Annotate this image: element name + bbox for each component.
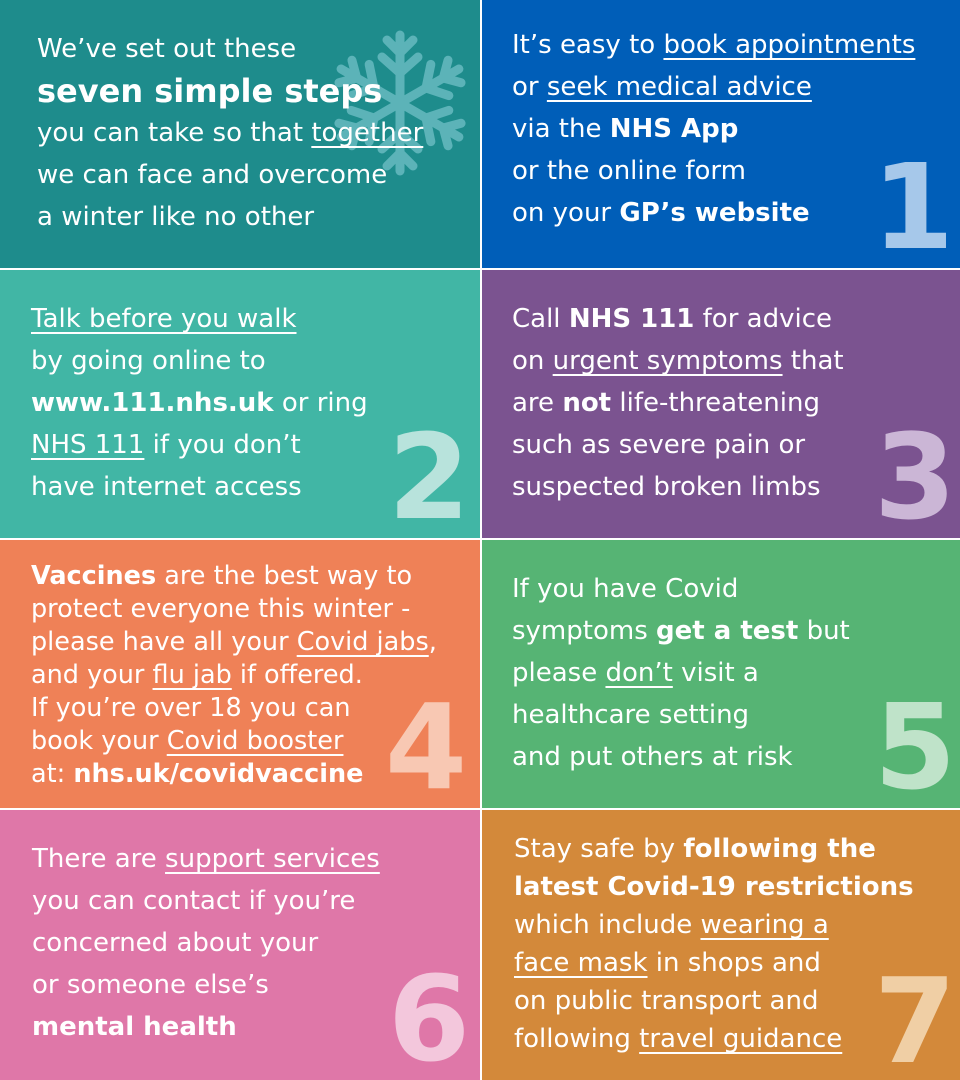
text: on xyxy=(512,346,553,376)
restrictions-text: latest Covid-19 restrictions xyxy=(514,872,914,902)
nhs-111-url: www.111.nhs.uk xyxy=(31,388,274,418)
text: such as severe pain or xyxy=(512,430,806,460)
text: suspected broken limbs xyxy=(512,472,821,502)
text: and your xyxy=(31,660,153,690)
gp-website-text: GP’s website xyxy=(619,198,810,228)
text: following xyxy=(514,1024,640,1054)
text: on your xyxy=(512,198,620,228)
dont-link[interactable]: don’t xyxy=(605,658,673,688)
text: are the best way to xyxy=(156,561,413,591)
covid-booster-link[interactable]: Covid booster xyxy=(166,726,344,756)
text: healthcare setting xyxy=(512,700,750,730)
text: which include xyxy=(514,910,701,940)
step-number: 2 xyxy=(388,408,471,538)
text: for advice xyxy=(694,304,833,334)
together-link: together xyxy=(311,118,424,148)
mental-health-text: mental health xyxy=(32,1012,237,1042)
get-a-test-text: get a test xyxy=(656,616,799,646)
step-5-tile xyxy=(482,540,960,808)
intro-line: a winter like no other xyxy=(37,202,315,232)
text: life-threatening xyxy=(611,388,820,418)
step-2-tile xyxy=(0,270,480,538)
text: or someone else’s xyxy=(32,970,269,1000)
flu-jab-link[interactable]: flu jab xyxy=(152,660,232,690)
text: if you don’t xyxy=(144,430,301,460)
text: or xyxy=(512,72,547,102)
intro-line xyxy=(37,112,423,154)
urgent-symptoms-link[interactable]: urgent symptoms xyxy=(552,346,783,376)
text: and put others at risk xyxy=(512,742,793,772)
text: Call xyxy=(512,304,569,334)
step-4-tile xyxy=(0,540,480,808)
text: at: xyxy=(31,759,74,789)
intro-line: We’ve set out these xyxy=(37,34,297,64)
step-number: 6 xyxy=(388,950,471,1080)
step-number: 3 xyxy=(874,408,957,538)
text: protect everyone this winter - xyxy=(31,594,411,624)
step-1-tile xyxy=(482,0,960,268)
nhs-app-text: NHS App xyxy=(609,114,739,144)
nhs-111-link[interactable]: NHS 111 xyxy=(31,430,145,460)
text: you can take so that xyxy=(37,118,312,148)
step-7-text xyxy=(514,830,914,1058)
text: visit a xyxy=(672,658,759,688)
text: in shops and xyxy=(647,948,821,978)
support-services-link[interactable]: support services xyxy=(165,844,380,874)
text: There are xyxy=(32,844,166,874)
text: but xyxy=(798,616,850,646)
text: by going online to xyxy=(31,346,266,376)
intro-tile xyxy=(0,0,480,268)
step-1-text xyxy=(512,24,915,234)
travel-guidance-link[interactable]: travel guidance xyxy=(639,1024,843,1054)
covid-vaccine-url: nhs.uk/covidvaccine xyxy=(73,759,364,789)
step-5-text xyxy=(512,568,850,778)
text: book your xyxy=(31,726,167,756)
text: please have all your xyxy=(31,627,297,657)
wearing-a-link[interactable]: wearing a xyxy=(700,910,829,940)
intro-text xyxy=(37,28,423,238)
intro-headline: seven simple steps xyxy=(37,72,383,110)
step-6-tile xyxy=(0,810,480,1080)
talk-before-you-walk-link[interactable]: Talk before you walk xyxy=(31,304,297,334)
text: or ring xyxy=(273,388,368,418)
text: that xyxy=(782,346,844,376)
seek-medical-advice-link[interactable]: seek medical advice xyxy=(546,72,812,102)
text: via the xyxy=(512,114,610,144)
text: Stay safe by xyxy=(514,834,684,864)
step-4-text xyxy=(31,560,437,791)
text: on public transport and xyxy=(514,986,819,1016)
text: are xyxy=(512,388,563,418)
text: or the online form xyxy=(512,156,746,186)
text: concerned about your xyxy=(32,928,319,958)
step-6-text xyxy=(32,838,380,1048)
step-number: 4 xyxy=(385,678,468,808)
text: you can contact if you’re xyxy=(32,886,356,916)
text: symptoms xyxy=(512,616,657,646)
face-mask-link[interactable]: face mask xyxy=(514,948,648,978)
step-2-text xyxy=(31,298,368,508)
covid-jabs-link[interactable]: Covid jabs xyxy=(296,627,429,657)
text: have internet access xyxy=(31,472,302,502)
step-number: 7 xyxy=(874,952,957,1080)
text: It’s easy to xyxy=(512,30,664,60)
not-text: not xyxy=(562,388,612,418)
text: , xyxy=(428,627,437,657)
intro-line: we can face and overcome xyxy=(37,160,388,190)
text: if offered. xyxy=(231,660,363,690)
book-appointments-link[interactable]: book appointments xyxy=(663,30,916,60)
step-7-tile xyxy=(482,810,960,1080)
text: If you’re over 18 you can xyxy=(31,693,351,723)
step-3-text xyxy=(512,298,844,508)
vaccines-text: Vaccines xyxy=(31,561,157,591)
nhs-111-text: NHS 111 xyxy=(568,304,695,334)
step-number: 5 xyxy=(874,678,957,808)
step-3-tile xyxy=(482,270,960,538)
text: If you have Covid xyxy=(512,574,739,604)
following-the-text: following the xyxy=(683,834,876,864)
step-number: 1 xyxy=(872,138,955,268)
text: please xyxy=(512,658,606,688)
